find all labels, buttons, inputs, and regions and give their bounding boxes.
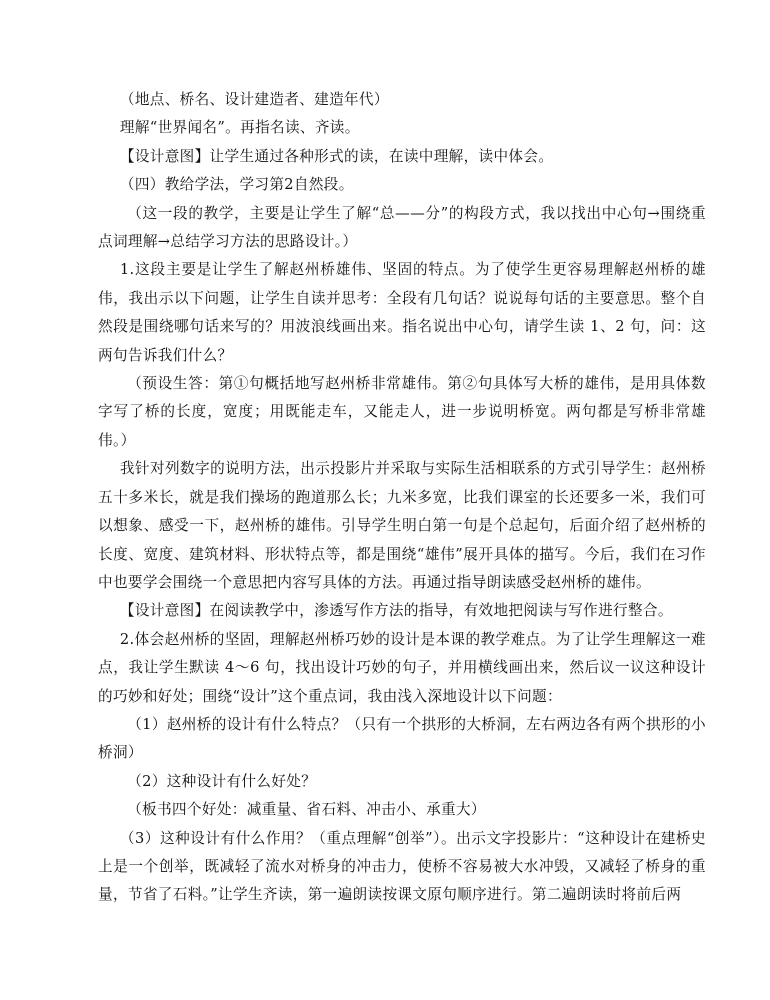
paragraph-4: （四）教给学法，学习第2自然段。 bbox=[119, 176, 354, 194]
paragraph-7: （预设生答：第①句概括地写赵州桥非常雄伟。第②句具体写大桥的雄伟，是用具体数字写了桥的长度，宽度；用既能走车，又能走人，进一步说明桥宽。两句都是写桥非常雄伟。） bbox=[98, 375, 706, 449]
paragraph-1: （地点、桥名、设计建造者、建造年代） bbox=[119, 91, 389, 108]
paragraph-6: 1.这段主要是让学生了解赵州桥雄伟、坚固的特点。为了使学生更容易理解赵州桥的雄伟，我出示以下问题，让学生自读并思考：全段有几句话？说说每句话的主要意思。整个自然段是围绕哪句话来写的？用波浪线画出来。指名说出中心句，请学生读 1、2 句，问：这两句告诉我们什么？ bbox=[98, 261, 706, 364]
document-body bbox=[98, 86, 706, 910]
paragraph-13: （板书四个好处：减重量、省石料、冲击小、承重大） bbox=[127, 801, 486, 819]
paragraph-9: 【设计意图】在阅读教学中，渗透写作方法的指导，有效地把阅读与写作进行整合。 bbox=[119, 602, 673, 620]
paragraph-5: （这一段的教学，主要是让学生了解“总——分”的构段方式，我以找出中心句→围绕重点词理解→总结学习方法的思路设计。） bbox=[98, 204, 706, 251]
paragraph-11: （1）赵州桥的设计有什么特点？（只有一个拱形的大桥洞，左右两边各有两个拱形的小桥洞） bbox=[98, 715, 706, 762]
paragraph-8: 我针对列数字的说明方法，出示投影片并采取与实际生活相联系的方式引导学生：赵州桥五十多米长，就是我们操场的跑道那么长；九米多宽，比我们课室的长还要多一米，我们可以想象、感受一下，赵州桥的雄伟。引导学生明白第一句是个总起句，后面介绍了赵州桥的长度、宽度、建筑材料、形状特点等，都是围绕“雄伟”展开具体的描写。今后，我们在习作中也要学会围绕一个意思把内容写具体的方法。再通过指导朗读感受赵州桥的雄伟。 bbox=[98, 460, 706, 591]
paragraph-14: （3）这种设计有什么作用？（重点理解“创举”）。出示文字投影片：“这种设计在建桥史上是一个创举，既减轻了流水对桥身的冲击力，使桥不容易被大水冲毁，又减轻了桥身的重量，节省了石料。”让学生齐读，第一遍朗读按课文原句顺序进行。第二遍朗读时将前后两 bbox=[98, 829, 706, 904]
paragraph-2: 理解“世界闻名”。再指名读、齐读。 bbox=[119, 119, 360, 137]
paragraph-3: 【设计意图】让学生通过各种形式的读，在读中理解，读中体会。 bbox=[119, 147, 554, 165]
paragraph-12: （2）这种设计有什么好处？ bbox=[127, 772, 317, 790]
paragraph-10: 2.体会赵州桥的坚固，理解赵州桥巧妙的设计是本课的教学难点。为了让学生理解这一难点，我让学生默读 4～6 句，找出设计巧妙的句子，并用横线画出来，然后议一议这种设计的巧妙和好处；围绕“设计”这个重点词，我由浅入深地设计以下问题： bbox=[98, 630, 706, 705]
